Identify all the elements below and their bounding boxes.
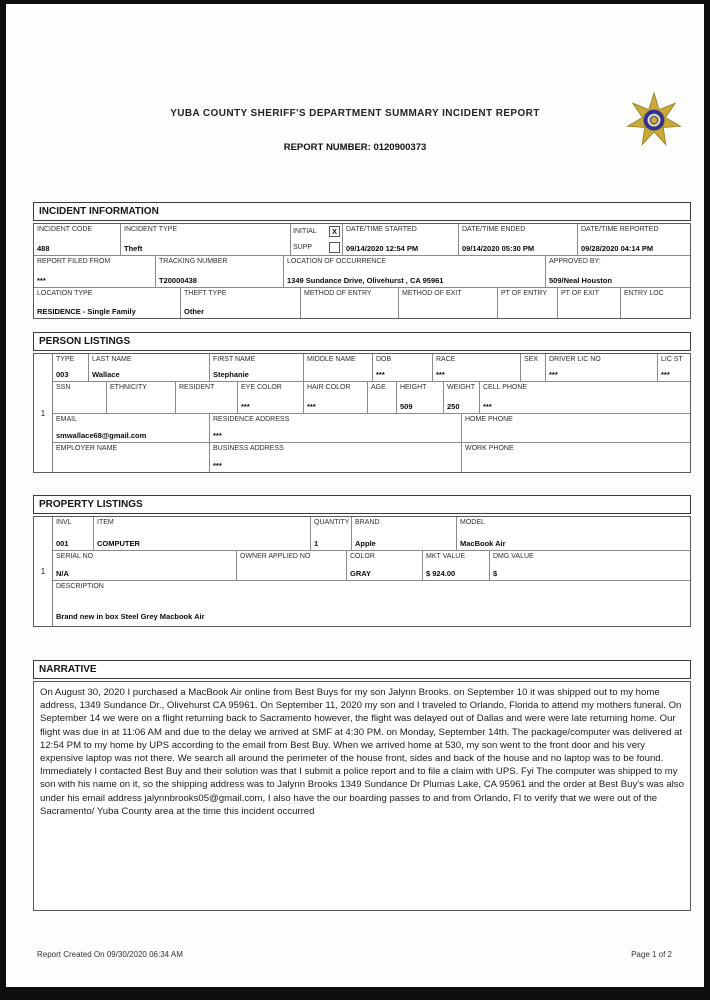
field-label: DMG VALUE — [493, 553, 534, 560]
field-dob — [373, 354, 433, 381]
person-section-title: PERSON LISTINGS — [33, 332, 691, 351]
field-label: DATE/TIME ENDED — [462, 226, 526, 233]
field-owner-applied-no — [237, 551, 347, 580]
field-label: HEIGHT — [400, 384, 427, 391]
field-label: TRACKING NUMBER — [159, 258, 228, 265]
field-label: REPORT FILED FROM — [37, 258, 111, 265]
incident-row-1 — [34, 224, 690, 256]
incident-section-title: INCIDENT INFORMATION — [33, 202, 691, 221]
field-value: 09/14/2020 05:30 PM — [462, 244, 535, 253]
field-work-phone — [462, 443, 690, 472]
field-label: OWNER APPLIED NO — [240, 553, 311, 560]
field-color — [347, 551, 423, 580]
field-label: LOCATION TYPE — [37, 290, 93, 297]
field-person-type — [53, 354, 89, 381]
field-value: 09/28/2020 04:14 PM — [581, 244, 654, 253]
field-date-time-started — [343, 224, 459, 255]
field-value: *** — [549, 370, 558, 379]
field-label: EMAIL — [56, 416, 78, 423]
field-value: Stephanie — [213, 370, 249, 379]
field-value: MacBook Air — [460, 539, 506, 548]
field-label: INITIAL — [293, 228, 317, 235]
page-title: YUBA COUNTY SHERIFF'S DEPARTMENT SUMMARY INCIDENT REPORT — [170, 108, 540, 119]
property-section-title: PROPERTY LISTINGS — [33, 495, 691, 514]
field-label: HAIR COLOR — [307, 384, 351, 391]
person-row-4 — [53, 443, 690, 472]
incident-row-3 — [34, 288, 690, 318]
field-mkt-value — [423, 551, 490, 580]
field-label: SERIAL NO — [56, 553, 94, 560]
field-label: DATE/TIME STARTED — [346, 226, 417, 233]
field-hair-color — [304, 382, 368, 413]
field-value: 09/14/2020 12:54 PM — [346, 244, 419, 253]
field-value: *** — [213, 431, 222, 440]
field-value: *** — [241, 402, 250, 411]
field-label: FIRST NAME — [213, 356, 256, 363]
field-residence-address — [210, 414, 462, 442]
field-pt-of-exit — [558, 288, 621, 318]
report-page — [6, 4, 704, 987]
field-value: 250 — [447, 402, 460, 411]
field-value: 1349 Sundance Drive, Olivehurst , CA 95961 — [287, 276, 444, 285]
field-driver-lic-no — [546, 354, 658, 381]
incident-table — [33, 223, 691, 319]
field-initial-supp — [291, 224, 343, 255]
property-row-2 — [53, 551, 690, 581]
narrative-section-title: NARRATIVE — [33, 660, 691, 679]
field-label: LAST NAME — [92, 356, 132, 363]
property-row-1 — [53, 517, 690, 551]
field-label: DATE/TIME REPORTED — [581, 226, 659, 233]
field-incident-type — [121, 224, 291, 255]
field-date-time-ended — [459, 224, 578, 255]
field-sex — [521, 354, 546, 381]
field-value: COMPUTER — [97, 539, 140, 548]
field-label: MIDDLE NAME — [307, 356, 356, 363]
person-listings-section — [33, 332, 691, 473]
field-value: *** — [213, 461, 222, 470]
person-row-number: 1 — [34, 354, 53, 472]
field-tracking-number — [156, 256, 284, 287]
field-value: *** — [307, 402, 316, 411]
supp-checkbox — [329, 242, 340, 253]
field-model — [457, 517, 690, 550]
field-label: PT OF EXIT — [561, 290, 599, 297]
field-label: RACE — [436, 356, 456, 363]
checkbox-mark: X — [331, 227, 337, 236]
field-label: ITEM — [97, 519, 114, 526]
field-label: BRAND — [355, 519, 380, 526]
property-table — [33, 516, 691, 627]
sheriff-star-badge-icon — [623, 86, 685, 158]
field-entry-loc — [621, 288, 690, 318]
field-label: SUPP — [293, 244, 313, 251]
field-label: COLOR — [350, 553, 375, 560]
field-resident — [176, 382, 238, 413]
field-cell-phone — [480, 382, 690, 413]
field-value: *** — [661, 370, 670, 379]
field-label: MODEL — [460, 519, 485, 526]
field-value: GRAY — [350, 569, 371, 578]
field-pt-of-entry — [498, 288, 558, 318]
field-label: SSN — [56, 384, 71, 391]
field-value: $ 924.00 — [426, 569, 456, 578]
report-number: REPORT NUMBER: 0120900373 — [283, 142, 427, 153]
field-value: smwallace68@gmail.com — [56, 431, 147, 440]
field-location-type — [34, 288, 181, 318]
field-label: THEFT TYPE — [184, 290, 227, 297]
field-label: INCIDENT CODE — [37, 226, 93, 233]
field-value: 1 — [314, 539, 319, 548]
field-brand — [352, 517, 457, 550]
field-value: Theft — [124, 244, 143, 253]
field-label: PT OF ENTRY — [501, 290, 548, 297]
incident-row-2 — [34, 256, 690, 288]
narrative-section — [33, 660, 691, 911]
field-label: WEIGHT — [447, 384, 475, 391]
field-label: METHOD OF ENTRY — [304, 290, 372, 297]
person-row-2 — [53, 382, 690, 414]
footer-created-timestamp: Report Created On 09/30/2020 06:34 AM — [37, 950, 183, 959]
field-value: RESIDENCE - Single Family — [37, 307, 136, 316]
field-value: Other — [184, 307, 205, 316]
field-value: N/A — [56, 569, 69, 578]
field-dmg-value — [490, 551, 690, 580]
footer-page-number: Page 1 of 2 — [631, 950, 672, 959]
field-invl — [53, 517, 94, 550]
field-value: 488 — [37, 244, 50, 253]
field-email — [53, 414, 210, 442]
initial-checkbox — [329, 226, 340, 237]
field-value: Wallace — [92, 370, 120, 379]
field-lic-st — [658, 354, 690, 381]
field-item — [94, 517, 311, 550]
field-value: Brand new in box Steel Grey Macbook Air — [56, 612, 205, 621]
field-weight — [444, 382, 480, 413]
field-label: RESIDENCE ADDRESS — [213, 416, 290, 423]
field-label: RESIDENT — [179, 384, 215, 391]
field-age — [368, 382, 397, 413]
field-serial-no — [53, 551, 237, 580]
field-race — [433, 354, 521, 381]
incident-information-section — [33, 202, 691, 319]
property-row-3 — [53, 581, 690, 626]
field-value: 003 — [56, 370, 69, 379]
field-quantity — [311, 517, 352, 550]
field-employer-name — [53, 443, 210, 472]
field-description — [53, 581, 690, 626]
field-value: *** — [436, 370, 445, 379]
field-label: LOCATION OF OCCURRENCE — [287, 258, 387, 265]
field-label: INVL — [56, 519, 72, 526]
field-value: T20000438 — [159, 276, 197, 285]
field-label: BUSINESS ADDRESS — [213, 445, 284, 452]
field-method-of-entry — [301, 288, 399, 318]
field-value: 509 — [400, 402, 413, 411]
field-eye-color — [238, 382, 304, 413]
person-table — [33, 353, 691, 473]
field-ssn — [53, 382, 107, 413]
field-value: 509/Neal Houston — [549, 276, 612, 285]
field-last-name — [89, 354, 210, 381]
field-label: WORK PHONE — [465, 445, 514, 452]
field-value: *** — [483, 402, 492, 411]
field-label: SEX — [524, 356, 539, 363]
field-label: QUANTITY — [314, 519, 350, 526]
field-label: EYE COLOR — [241, 384, 282, 391]
field-label: DRIVER LIC NO — [549, 356, 601, 363]
field-first-name — [210, 354, 304, 381]
field-label: INCIDENT TYPE — [124, 226, 178, 233]
property-row-number: 1 — [34, 517, 53, 626]
field-home-phone — [462, 414, 690, 442]
field-theft-type — [181, 288, 301, 318]
field-date-time-reported — [578, 224, 690, 255]
field-value: *** — [37, 276, 46, 285]
field-label: MKT VALUE — [426, 553, 466, 560]
field-value: $ — [493, 569, 498, 578]
field-report-filed-from — [34, 256, 156, 287]
field-label: DOB — [376, 356, 392, 363]
field-label: DESCRIPTION — [56, 583, 104, 590]
field-value: 001 — [56, 539, 69, 548]
person-row-3 — [53, 414, 690, 443]
field-middle-name — [304, 354, 373, 381]
field-label: APPROVED BY: — [549, 258, 601, 265]
field-location-of-occurrence — [284, 256, 546, 287]
field-label: TYPE — [56, 356, 75, 363]
field-incident-code — [34, 224, 121, 255]
field-label: METHOD OF EXIT — [402, 290, 462, 297]
field-label: ENTRY LOC — [624, 290, 664, 297]
field-label: LIC ST — [661, 356, 683, 363]
field-label: ETHNICITY — [110, 384, 147, 391]
field-height — [397, 382, 444, 413]
field-label: CELL PHONE — [483, 384, 528, 391]
field-business-address — [210, 443, 462, 472]
property-listings-section — [33, 495, 691, 627]
field-label: HOME PHONE — [465, 416, 513, 423]
field-label: AGE — [371, 384, 386, 391]
field-method-of-exit — [399, 288, 498, 318]
field-value: Apple — [355, 539, 376, 548]
field-ethnicity — [107, 382, 176, 413]
field-label: EMPLOYER NAME — [56, 445, 118, 452]
field-approved-by — [546, 256, 690, 287]
field-value: *** — [376, 370, 385, 379]
narrative-text: On August 30, 2020 I purchased a MacBook Air online from Best Buys for my son Jalynn Brooks. on September 10 it was shipped out to my home address, 1349 Sundance Dr., Olivehurst CA 95961. On September 11, 2020 my son and I traveled to Orlando, Florida to attend my mothers funeral. On September 14 we were on a flight returning back to Sacramento however, the flight was delayed out of Dallas and were were late returning home. Our flight was due in at 11:06 AM and due to the delay we arrived at SMF at 4:30 PM. on Monday, September 14th. The package/computer was delivered at 12:54 PM to my home by UPS according to the email from Best Buy. When we arrived home at 530, my son went to the front door and his very expensive laptop was not there. We search all around the perimeter of the house front, sides and back of the house and no laptop was to be found. Immediately I contacted Best Buy and their solution was that I submit a police report and to file a claim with UPS. Fyi The computer was shipped to my son with his name on it, so the shipping address was to Jalynn Brooks 1349 Sundance Dr Plumas Lake, CA 95961 and the order at Best Buy's was also under his email address jalynnbrooks05@gmail.com, I also have the our boarding passes to and from Orlando, Fl to verify that we were out of the Sacramento/ Yuba County area at the time this incident occurred — [33, 681, 691, 911]
person-row-1 — [53, 354, 690, 382]
